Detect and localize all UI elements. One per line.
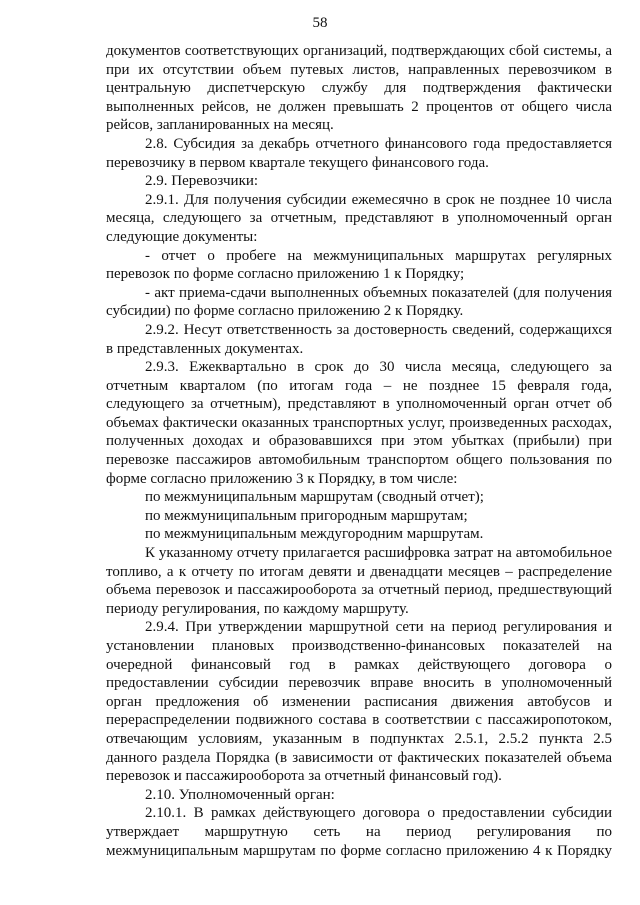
- paragraph: 2.9.2. Несут ответственность за достоверность сведений, содержащихся в представленных документах.: [106, 321, 612, 357]
- paragraph: 2.9.1. Для получения субсидии ежемесячно в срок не позднее 10 числа месяца, следующего за отчетным, представляют в уполномоченный орган следующие документы:: [106, 191, 612, 245]
- paragraph: 2.10. Уполномоченный орган:: [145, 786, 335, 803]
- page-number: 58: [312, 15, 328, 31]
- paragraph: по межмуниципальным междугородним маршрутам.: [145, 526, 484, 543]
- paragraph: 2.9.4. При утверждении маршрутной сети на период регулирования и установлении плановых производственно-финансовых показателей на очередной финансовый год в рамках действующего договора о предоставлении субсидии перевозчик вправе вносить в уполномоченный орган предложения об изменении расписания движения автобусов и перераспределении подвижного состава в соответствии с пассажиропотоком, отвечающим условиям, указанным в подпунктах 2.5.1, 2.5.2 пункта 2.5 данного раздела Порядка (в зависимости от фактических показателей объема перевозок и пассажирооборота за отчетный финансовый год).: [106, 619, 612, 785]
- paragraph: - акт приема-сдачи выполненных объемных показателей (для получения субсидии) по форме согласно приложению 2 к Порядку.: [106, 284, 612, 320]
- paragraph: по межмуниципальным пригородным маршрутам;: [145, 507, 468, 524]
- paragraph: 2.9.3. Ежеквартально в срок до 30 числа месяца, следующего за отчетным кварталом (по итогам года – не позднее 15 февраля года, следующего за отчетным), представляют в уполномоченный орган отчет об объемах фактически оказанных транспортных услуг, произведенных расходах, полученных доходах и образовавшихся при этом убытках (прибыли) при перевозке пассажиров автомобильным транспортом общего пользования по форме согласно приложению 3 к Порядку, в том числе:: [106, 359, 612, 487]
- paragraph: 2.8. Субсидия за декабрь отчетного финансового года предоставляется перевозчику в первом квартале текущего финансового года.: [106, 135, 612, 171]
- document-body: [106, 42, 612, 860]
- paragraph: - отчет о пробеге на межмуниципальных маршрутах регулярных перевозок по форме согласно приложению 1 к Порядку;: [106, 247, 612, 283]
- paragraph: 2.10.1. В рамках действующего договора о предоставлении субсидии утверждает маршрутную сеть на период регулирования по межмуниципальным маршрутам по форме согласно приложению 4 к Порядку: [106, 805, 612, 859]
- paragraph: К указанному отчету прилагается расшифровка затрат на автомобильное топливо, а к отчету по итогам девяти и двенадцати месяцев – распределение объема перевозок и пассажирооборота за отчетный период, предшествующий периоду регулирования, по каждому маршруту.: [106, 545, 612, 617]
- paragraph: документов соответствующих организаций, подтверждающих сбой системы, а при их отсутствии объем путевых листов, направленных перевозчиком в центральную диспетчерскую службу для подтверждения фактически выполненных рейсов, не должен превышать 2 процентов от общего числа рейсов, запланированных на месяц.: [106, 43, 612, 134]
- paragraph: 2.9. Перевозчики:: [145, 173, 259, 190]
- paragraph: по межмуниципальным маршрутам (сводный отчет);: [145, 489, 484, 506]
